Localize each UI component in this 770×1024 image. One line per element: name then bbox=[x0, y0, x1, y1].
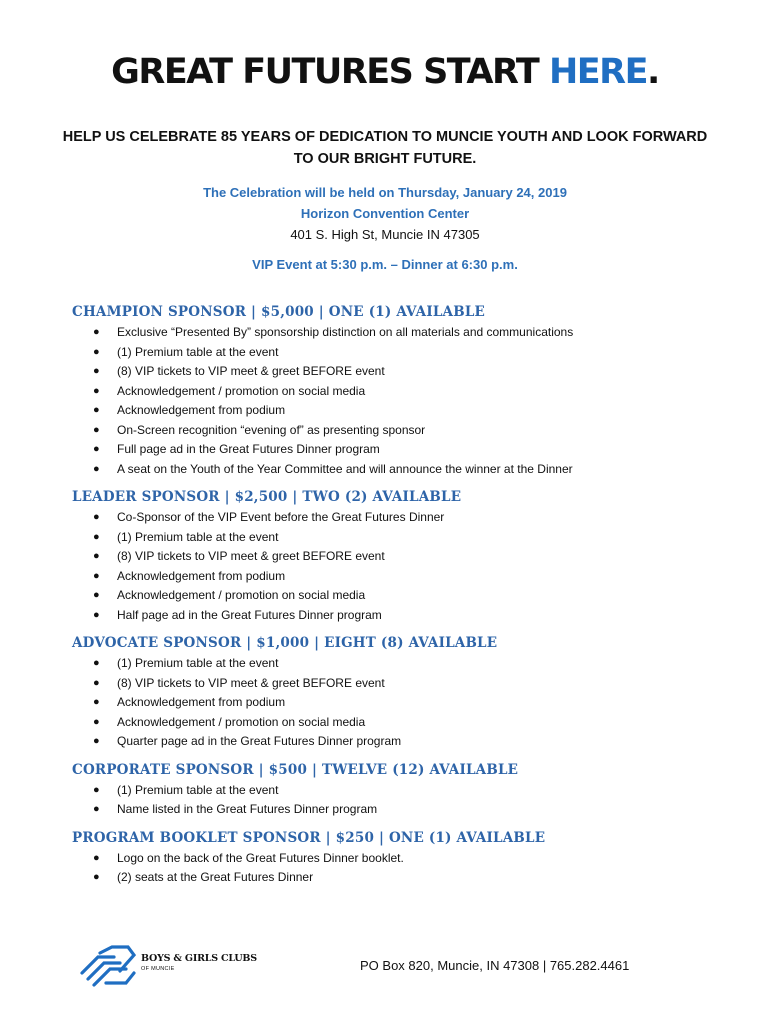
event-venue: Horizon Convention Center bbox=[300, 206, 470, 221]
list-item bbox=[72, 508, 712, 528]
list-item bbox=[72, 606, 712, 626]
list-item-text: Logo on the back of the Great Futures Dinner booklet. bbox=[117, 850, 404, 865]
list-item-text: (2) seats at the Great Futures Dinner bbox=[117, 870, 314, 884]
sponsor-section-champion bbox=[72, 302, 712, 479]
logo-name: BOYS & GIRLS CLUBS bbox=[141, 953, 257, 964]
section-heading: CORPORATE SPONSOR | $500 | TWELVE (12) AVAILABLE bbox=[72, 761, 519, 778]
bullet-icon: ● bbox=[93, 404, 100, 416]
intro-text: HELP US CELEBRATE 85 YEARS OF DEDICATION TO MUNCIE YOUTH AND LOOK FORWARD TO OUR BRIGHT FUTURE. bbox=[62, 129, 708, 167]
list-item-text: (8) VIP tickets to VIP meet & greet BEFORE event bbox=[117, 364, 385, 378]
bullet-icon: ● bbox=[93, 851, 100, 864]
list-item-text: Full page ad in the Great Futures Dinner program bbox=[117, 442, 380, 456]
list-item bbox=[72, 343, 712, 363]
bullet-icon: ● bbox=[93, 345, 100, 358]
benefit-list bbox=[72, 323, 712, 479]
list-item bbox=[72, 781, 712, 801]
bullet-icon: ● bbox=[93, 462, 100, 475]
bullet-icon: ● bbox=[93, 715, 100, 728]
list-item-text: Co-Sponsor of the VIP Event before the Great Futures Dinner bbox=[117, 510, 445, 524]
list-item bbox=[72, 421, 712, 441]
bullet-icon: ● bbox=[93, 696, 100, 708]
list-item-text: (1) Premium table at the event bbox=[117, 782, 279, 797]
list-item-text: Exclusive “Presented By” sponsorship distinction on all materials and communications bbox=[117, 325, 574, 339]
headline-accent: HERE bbox=[548, 52, 648, 92]
list-item-text: (1) Premium table at the event bbox=[117, 656, 279, 670]
bullet-icon: ● bbox=[93, 589, 100, 601]
list-item-text: (1) Premium table at the event bbox=[117, 344, 279, 359]
section-heading: PROGRAM BOOKLET SPONSOR | $250 | ONE (1) AVAILABLE bbox=[72, 829, 546, 846]
section-heading: LEADER SPONSOR | $2,500 | TWO (2) AVAILABLE bbox=[72, 489, 462, 505]
headline bbox=[0, 52, 770, 92]
list-item-text: (1) Premium table at the event bbox=[117, 529, 279, 544]
footer-contact: PO Box 820, Muncie, IN 47308 | 765.282.4461 bbox=[360, 958, 630, 973]
bullet-icon: ● bbox=[93, 608, 100, 621]
boys-girls-clubs-hands-icon bbox=[78, 943, 138, 989]
event-times: VIP Event at 5:30 p.m. – Dinner at 6:30 p.m. bbox=[252, 257, 518, 272]
bullet-icon: ● bbox=[93, 657, 100, 669]
list-item bbox=[72, 528, 712, 548]
list-item-text: Acknowledgement from podium bbox=[117, 695, 286, 709]
list-item-text: Quarter page ad in the Great Futures Dinner program bbox=[117, 734, 402, 748]
list-item-text: A seat on the Youth of the Year Committee and will announce the winner at the Dinner bbox=[117, 461, 573, 476]
list-item bbox=[72, 732, 712, 752]
bullet-icon: ● bbox=[93, 511, 100, 523]
list-item bbox=[72, 547, 712, 567]
list-item-text: (8) VIP tickets to VIP meet & greet BEFORE event bbox=[117, 549, 385, 563]
section-heading: ADVOCATE SPONSOR | $1,000 | EIGHT (8) AVAILABLE bbox=[72, 635, 498, 651]
sponsor-sections bbox=[72, 302, 712, 896]
logo-subtitle: OF MUNCIE bbox=[141, 966, 175, 972]
bullet-icon: ● bbox=[93, 443, 100, 455]
bullet-icon: ● bbox=[93, 783, 100, 796]
list-item-text: (8) VIP tickets to VIP meet & greet BEFORE event bbox=[117, 675, 385, 690]
bullet-icon: ● bbox=[93, 871, 100, 883]
list-item bbox=[72, 567, 712, 587]
list-item bbox=[72, 460, 712, 480]
club-logo bbox=[78, 943, 278, 989]
list-item bbox=[72, 382, 712, 402]
list-item bbox=[72, 868, 712, 888]
list-item-text: Name listed in the Great Futures Dinner program bbox=[117, 802, 378, 816]
list-item bbox=[72, 693, 712, 713]
headline-period: . bbox=[647, 52, 659, 92]
benefit-list bbox=[72, 781, 712, 820]
benefit-list bbox=[72, 849, 712, 888]
event-address: 401 S. High St, Muncie IN 47305 bbox=[290, 227, 480, 242]
bullet-icon: ● bbox=[93, 384, 100, 397]
event-details bbox=[0, 182, 770, 275]
list-item bbox=[72, 674, 712, 694]
headline-main: GREAT FUTURES START bbox=[111, 52, 549, 92]
list-item bbox=[72, 849, 712, 869]
benefit-list bbox=[72, 654, 712, 752]
list-item bbox=[72, 713, 712, 733]
bullet-icon: ● bbox=[93, 550, 100, 562]
list-item bbox=[72, 654, 712, 674]
bullet-icon: ● bbox=[93, 530, 100, 543]
sponsor-section-advocate bbox=[72, 633, 712, 752]
sponsor-section-leader bbox=[72, 487, 712, 625]
event-date: The Celebration will be held on Thursday, January 24, 2019 bbox=[203, 185, 567, 200]
bullet-icon: ● bbox=[93, 803, 100, 815]
list-item bbox=[72, 362, 712, 382]
bullet-icon: ● bbox=[93, 326, 100, 338]
list-item-text: Acknowledgement / promotion on social media bbox=[117, 588, 366, 602]
section-heading: CHAMPION SPONSOR | $5,000 | ONE (1) AVAILABLE bbox=[72, 304, 486, 320]
bullet-icon: ● bbox=[93, 569, 100, 582]
sponsor-section-corporate bbox=[72, 760, 712, 820]
list-item-text: Acknowledgement / promotion on social media bbox=[117, 714, 366, 729]
list-item bbox=[72, 401, 712, 421]
list-item-text: Acknowledgement from podium bbox=[117, 568, 286, 583]
list-item-text: Acknowledgement from podium bbox=[117, 403, 286, 417]
list-item bbox=[72, 586, 712, 606]
list-item-text: Half page ad in the Great Futures Dinner program bbox=[117, 607, 382, 622]
list-item-text: On-Screen recognition “evening of” as presenting sponsor bbox=[117, 422, 426, 437]
list-item-text: Acknowledgement / promotion on social media bbox=[117, 383, 366, 398]
bullet-icon: ● bbox=[93, 365, 100, 377]
bullet-icon: ● bbox=[93, 423, 100, 436]
benefit-list bbox=[72, 508, 712, 625]
bullet-icon: ● bbox=[93, 676, 100, 689]
bullet-icon: ● bbox=[93, 735, 100, 747]
list-item bbox=[72, 440, 712, 460]
sponsor-section-program-booklet bbox=[72, 828, 712, 888]
list-item bbox=[72, 800, 712, 820]
list-item bbox=[72, 323, 712, 343]
